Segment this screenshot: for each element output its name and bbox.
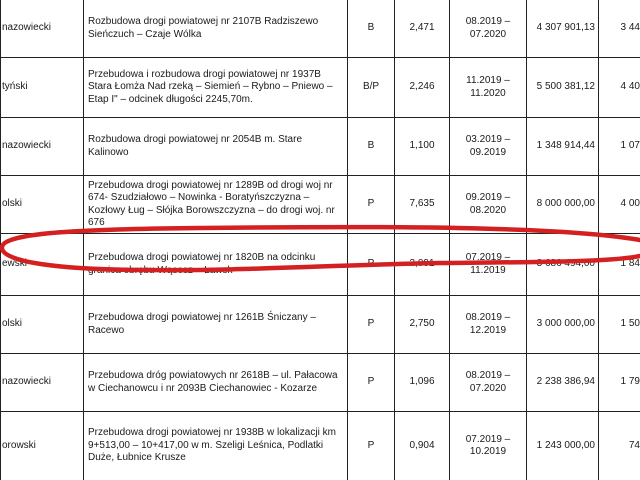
funding-value: 1 07 [620, 140, 640, 152]
period-cell: 09.2019 – 08.2020 [450, 176, 527, 233]
length-cell: 2,246 [395, 58, 450, 117]
period-cell: 11.2019 – 11.2020 [450, 58, 527, 117]
funding-value: 3 44 [620, 22, 640, 34]
cost-cell: 3 000 000,00 [527, 296, 599, 353]
funding-value: 74 [628, 439, 640, 451]
county-cell: nazowiecki [0, 0, 84, 57]
table-row [0, 176, 640, 234]
funding-cell [599, 176, 640, 233]
cost-cell: 8 000 000,00 [527, 176, 599, 233]
county-cell: olski [0, 176, 84, 233]
category-cell: P [348, 176, 395, 233]
county-cell: tyński [0, 58, 84, 117]
table-row [0, 412, 640, 480]
category-cell: P [348, 234, 395, 295]
length-cell: 3,091 [395, 234, 450, 295]
length-cell: 1,100 [395, 118, 450, 175]
description-cell: Przebudowa drogi powiatowej nr 1289B od drogi woj nr 674- Szudziałowo – Nowinka - Boratyńszczyzna – Kozłowy Ług – Słójka Borowszczyzna – do drogi woj. nr 676 [84, 176, 348, 233]
cost-cell: 1 348 914,44 [527, 118, 599, 175]
category-cell: P [348, 354, 395, 411]
length-cell: 0,904 [395, 412, 450, 480]
description-cell: Przebudowa dróg powiatowych nr 2618B – ul. Pałacowa w Ciechanowcu i nr 2093B Ciechanowiec - Kozarze [84, 354, 348, 411]
county-cell: nazowiecki [0, 354, 84, 411]
cost-cell: 3 686 494,00 [527, 234, 599, 295]
funding-cell [599, 118, 640, 175]
funding-cell [599, 234, 640, 295]
period-cell: 08.2019 – 07.2020 [450, 0, 527, 57]
period-cell: 07.2019 – 10.2019 [450, 412, 527, 480]
length-cell: 2,750 [395, 296, 450, 353]
funding-value: 4 00 [620, 198, 640, 210]
description-cell: Rozbudowa drogi powiatowej nr 2107B Radziszewo Sieńczuch – Czaje Wólka [84, 0, 348, 57]
funding-value: 1 50 [620, 318, 640, 330]
funding-cell [599, 58, 640, 117]
description-cell: Przebudowa i rozbudowa drogi powiatowej nr 1937B Stara Łomża Nad rzeką – Siemień – Rybno – Pniewo – Etap I" – odcinek długości 2245,70m. [84, 58, 348, 117]
category-cell: B [348, 0, 395, 57]
category-cell: B [348, 118, 395, 175]
funding-value: 1 79 [620, 376, 640, 388]
period-cell: 08.2019 – 12.2019 [450, 296, 527, 353]
length-cell: 7,635 [395, 176, 450, 233]
table-row [0, 118, 640, 176]
table-row [0, 296, 640, 354]
cost-cell: 2 238 386,94 [527, 354, 599, 411]
category-cell: P [348, 296, 395, 353]
description-cell: Przebudowa drogi powiatowej nr 1261B Śniczany – Racewo [84, 296, 348, 353]
county-cell: nazowiecki [0, 118, 84, 175]
description-cell: Przebudowa drogi powiatowej nr 1820B na odcinku granica obrębu Wąsosz – Ławsk [84, 234, 348, 295]
county-cell: ewski [0, 234, 84, 295]
length-cell: 1,096 [395, 354, 450, 411]
funding-cell [599, 354, 640, 411]
funding-cell [599, 0, 640, 57]
table-row [0, 0, 640, 58]
funding-value: 4 40 [620, 81, 640, 93]
table-row [0, 58, 640, 118]
period-cell: 03.2019 – 09.2019 [450, 118, 527, 175]
category-cell: B/P [348, 58, 395, 117]
description-cell: Przebudowa drogi powiatowej nr 1938B w lokalizacji km 9+513,00 – 10+417,00 w m. Szeligi Leśnica, Podlatki Duże, Łubnice Krusze [84, 412, 348, 480]
county-cell: orowski [0, 412, 84, 480]
cost-cell: 5 500 381,12 [527, 58, 599, 117]
funding-cell [599, 296, 640, 353]
category-cell: P [348, 412, 395, 480]
county-cell: olski [0, 296, 84, 353]
table-row [0, 354, 640, 412]
length-cell: 2,471 [395, 0, 450, 57]
cost-cell: 1 243 000,00 [527, 412, 599, 480]
description-cell: Rozbudowa drogi powiatowej nr 2054B m. Stare Kalinowo [84, 118, 348, 175]
table-row [0, 234, 640, 296]
funding-value: 1 84 [620, 258, 640, 270]
cost-cell: 4 307 901,13 [527, 0, 599, 57]
funding-cell [599, 412, 640, 480]
period-cell: 08.2019 – 07.2020 [450, 354, 527, 411]
period-cell: 07.2019 – 11.2019 [450, 234, 527, 295]
